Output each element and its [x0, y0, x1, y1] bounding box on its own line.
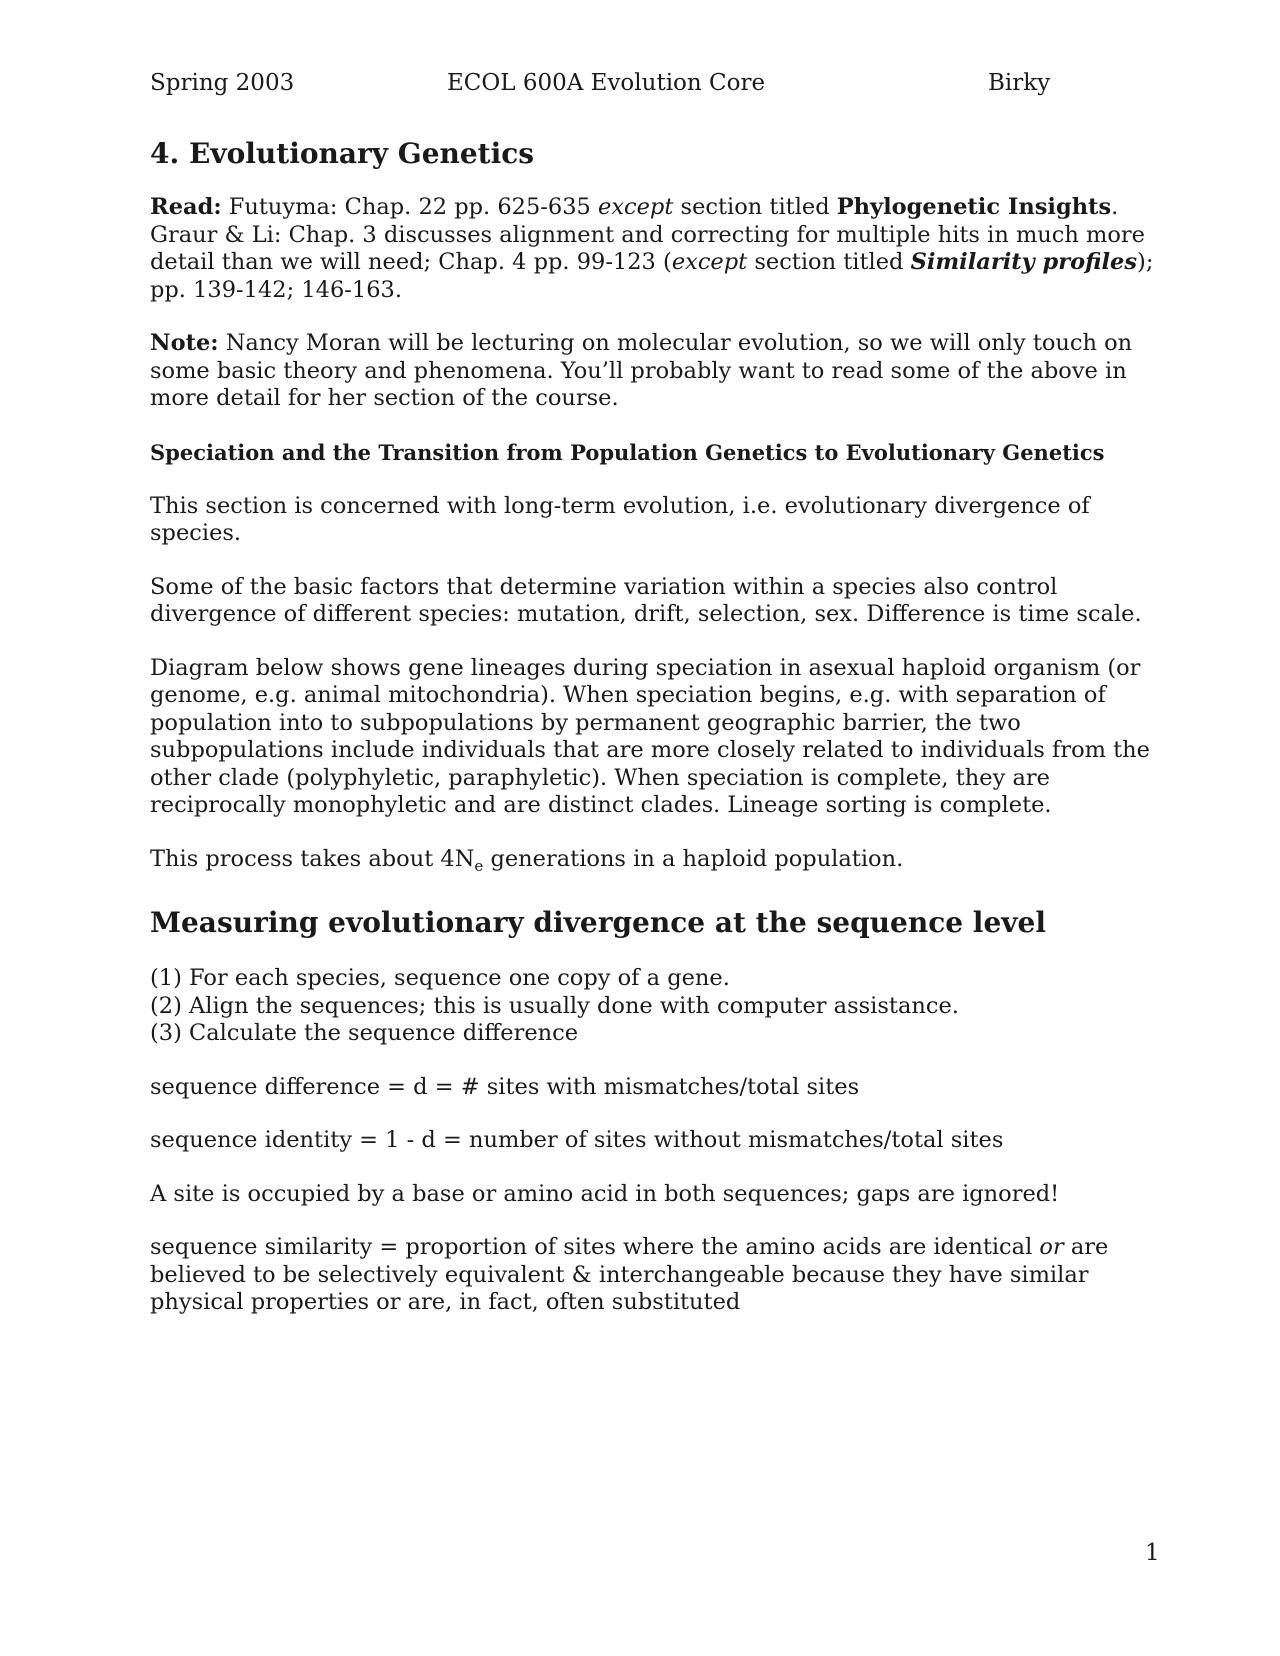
reading-paragraph	[150, 194, 1170, 304]
read-except-1: except	[598, 194, 674, 220]
read-text-2: section titled	[673, 194, 837, 220]
sequence-difference-formula: sequence difference = d = # sites with mismatches/total sites	[150, 1073, 860, 1100]
list-item: (3) Calculate the sequence difference	[150, 1020, 579, 1046]
read-text-1: Futuyma: Chap. 22 pp. 625-635	[221, 194, 598, 220]
read-similarity-profiles: Similarity profiles	[910, 249, 1138, 275]
speciation-paragraph-3: Diagram below shows gene lineages during speciation in asexual haploid organism (or genome, e.g. animal mitochondria). When speciation begins, e.g. with separation of population into to subpopulations by permanent geographic barrier, the two subpopulations include individuals that are more closely related to individuals from the other clade (polyphyletic, paraphyletic). When speciation is complete, they are reciprocally monophyletic and are distinct clades. Lineage sorting is complete.	[150, 654, 1150, 818]
header-term: Spring 2003	[150, 70, 295, 96]
read-except-2: except	[671, 249, 748, 275]
speciation-paragraph-4	[150, 846, 1170, 874]
read-text-3: . Graur & Li: Chap. 3 discusses alignment and correcting for multiple hits in much more detail than we will need; Chap. 4 pp. 99-123 (	[150, 194, 1145, 275]
sequence-identity-formula: sequence identity = 1 - d = number of sites without mismatches/total sites	[150, 1127, 1004, 1153]
p4-text-before: This process takes about 4N	[150, 845, 475, 872]
similarity-text-b: are believed to be selectively equivalent & interchangeable because they have similar physical properties or are, in fact, often substituted	[150, 1234, 1109, 1315]
note-text: Nancy Moran will be lecturing on molecular evolution, so we will only touch on some basic theory and phenomena. You’ll probably want to read some of the above in more detail for her section of the course.	[150, 330, 1133, 411]
read-text-4: section titled	[747, 249, 911, 275]
sequence-similarity-definition	[150, 1234, 1170, 1317]
steps-list	[150, 965, 1170, 1048]
header-course: ECOL 600A Evolution Core	[447, 70, 766, 96]
section-title-measuring-divergence: Measuring evolutionary divergence at the sequence level	[150, 906, 1046, 939]
speciation-paragraph-2: Some of the basic factors that determine variation within a species also control divergence of different species: mutation, drift, selection, sex. Difference is time scale.	[150, 573, 1142, 627]
page-number: 1	[1145, 1540, 1160, 1566]
p4-text-after: generations in a haploid population.	[483, 845, 904, 872]
speciation-paragraph-1: This section is concerned with long-term evolution, i.e. evolutionary divergence of species.	[150, 492, 1090, 546]
read-label: Read:	[150, 194, 222, 220]
list-item: (2) Align the sequences; this is usually done with computer assistance.	[150, 992, 959, 1019]
site-definition: A site is occupied by a base or amino acid in both sequences; gaps are ignored!	[150, 1180, 1060, 1207]
p4-subscript: e	[474, 856, 484, 875]
section-title-evolutionary-genetics: 4. Evolutionary Genetics	[150, 137, 535, 170]
note-paragraph	[150, 330, 1170, 413]
header-instructor: Birky	[988, 70, 1051, 96]
similarity-or: or	[1039, 1234, 1064, 1260]
read-text-5: ); pp. 139-142; 146-163.	[150, 249, 1154, 303]
read-phylogenetic-insights: Phylogenetic Insights	[836, 194, 1112, 220]
page-header	[150, 70, 1170, 104]
list-item: (1) For each species, sequence one copy of a gene.	[150, 965, 730, 991]
similarity-text-a: sequence similarity = proportion of sites where the amino acids are identical	[150, 1234, 1040, 1260]
speciation-heading: Speciation and the Transition from Population Genetics to Evolutionary Genetics	[150, 439, 1105, 465]
document-page	[150, 70, 1170, 1317]
note-label: Note:	[150, 330, 219, 356]
